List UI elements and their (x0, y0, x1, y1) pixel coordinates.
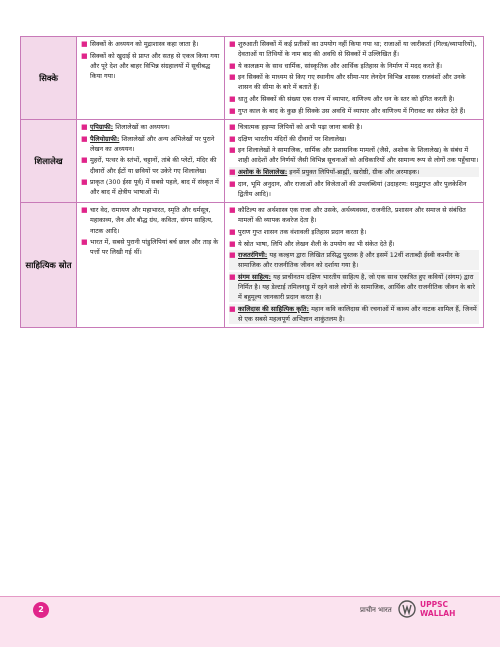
bullet-icon: ■ (229, 73, 236, 82)
bullet-icon: ■ (229, 251, 236, 260)
bullet-icon: ■ (229, 40, 236, 48)
sources-table (20, 36, 484, 328)
brand-logo-text: UPPSC WALLAH (420, 600, 456, 618)
bullet-icon: ■ (229, 179, 236, 188)
footer-title: प्राचीन भारत (360, 606, 392, 614)
list-item: ■ दक्षिण भारतीय मंदिरों की दीवारों पर शिलालेख। (229, 134, 347, 143)
list-item: ■ धातु और सिक्कों की संख्या एक राज्य में व्यापार, वाणिज्य और धन के स्तर को इंगित करती है। (229, 94, 455, 103)
list-item: ■ शुरुआती सिक्कों में कई प्रतीकों का उपयोग नहीं किया गया था; राजाओं या जारीकर्ता (गिल्ड/व्यापारियों), देवताओं या तिथियों के नाम बाद की अवधि से सिक्कों में उल्लिखित हैं। (229, 40, 477, 59)
list-item: ■ एपिग्राफी: शिलालेखों का अध्ययन। (81, 123, 170, 132)
bullet-icon: ■ (229, 206, 236, 215)
coins-col3 (225, 37, 484, 120)
literary-col2 (77, 203, 225, 328)
row-heading-literary: साहित्यिक स्रोत (21, 203, 77, 328)
bullet-icon: ■ (81, 40, 88, 48)
inscriptions-col2 (77, 120, 225, 203)
list-item: ■ प्राकृत (300 ईसा पूर्व) में सबसे पहले, बाद में संस्कृत में और बाद में क्षेत्रीय भाषाओं में। (81, 178, 219, 197)
list-item: ■ राजतरंगिणी: यह कल्हण द्वारा लिखित प्रसिद्ध पुस्तक है और इसमें 12वीं शताब्दी ईस्वी कश्मीर के सामाजिक और राजनीतिक जीवन को दर्शाया गया है। (229, 250, 479, 270)
bullet-icon: ■ (229, 228, 236, 236)
list-item: ■ पैलियोग्राफी: शिलालेखों और अन्य अभिलेखों पर पुराने लेखन का अध्ययन। (81, 134, 215, 153)
bullet-icon: ■ (81, 206, 88, 215)
bullet-icon: ■ (229, 61, 236, 70)
bullet-icon: ■ (81, 51, 88, 60)
bullet-icon: ■ (229, 304, 236, 313)
bullet-icon: ■ (229, 106, 236, 115)
table-row (21, 120, 484, 203)
list-item: ■ ये स्रोत भाषा, लिपि और लेखन शैली के उपयोग का भी संकेत देते हैं। (229, 239, 395, 248)
bullet-icon: ■ (81, 238, 88, 247)
table-row (21, 37, 484, 120)
bullet-icon: ■ (229, 134, 236, 143)
coins-col2 (77, 37, 225, 120)
row-heading-coins: सिक्के (21, 37, 77, 120)
wallah-logo-icon (397, 600, 417, 618)
list-item: ■ अशोक के शिलालेख: इनमें प्रयुक्त लिपियाँ-ब्राह्मी, खरोष्ठी, ग्रीक और अरमाइक। (229, 167, 479, 177)
bullet-icon: ■ (81, 134, 88, 143)
bullet-icon: ■ (229, 239, 236, 248)
table-row (21, 203, 484, 328)
list-item: ■ कौटिल्य का अर्थशास्त्र एक राजा और उसके, अर्थव्यवस्था, राजनीति, प्रशासन और समाज से संबंधित मामलों की व्यापक कवरेज देता है। (229, 206, 466, 225)
list-item: ■ कालिदास की साहित्यिक कृति: महान कवि कालिदास की रचनाओं में काव्य और नाटक शामिल हैं, जिनमें से एक सबसे महत्वपूर्ण अभिज्ञान शाकुंतलम है। (229, 304, 479, 324)
list-item: ■ इन शिलालेखों ने सामाजिक, धार्मिक और प्रशासनिक मामलों (जैसे, अशोक के शिलालेख) के संबंध में शाही आदेशों और निर्णयों जैसी विभिन्न सूचनाओं को अधिकारियों और सामान्य रूप से लोगों तक पहुँचाया। (229, 146, 479, 165)
bullet-icon: ■ (81, 123, 88, 132)
list-item: ■ चार वेद, रामायण और महाभारत, स्मृति और धर्मसूत्र, महाकाव्य, जैन और बौद्ध ग्रंथ, कविता, संगम साहित्य, नाटक आदि। (81, 206, 213, 235)
list-item: ■ पुराण गुप्त शासन तक वंशावली इतिहास प्रदान करता है। (229, 228, 367, 236)
bullet-icon: ■ (81, 178, 88, 187)
list-item: ■ इन सिक्कों के माध्यम से किए गए स्थानीय और सीमा-पार लेनदेन विभिन्न शासक राजवंशों और उनके शासन की सीमा के बारे में बताते हैं। (229, 73, 466, 92)
list-item: ■ मुहरों, पत्थर के स्तंभों, चट्टानों, तांबे की प्लेटों, मंदिर की दीवारों और ईंटों या छवियों पर उकेरे गए शिलालेख। (81, 156, 217, 175)
literary-col3 (225, 203, 484, 328)
bullet-icon: ■ (81, 156, 88, 165)
list-item: ■ चित्रात्मक हड़प्पा लिपियों को अभी पढ़ा जाना बाकी है। (229, 123, 363, 132)
inscriptions-col3 (225, 120, 484, 203)
bullet-icon: ■ (229, 94, 236, 103)
row-heading-inscriptions: शिलालेख (21, 120, 77, 203)
page-number-badge: 2 (33, 602, 49, 618)
list-item: ■ गुप्त काल के बाद के कुछ ही सिक्के उस अवधि में व्यापार और वाणिज्य में गिरावट का संकेत देते हैं। (229, 106, 466, 115)
list-item: ■ दान, भूमि अनुदान, और राजाओं और विजेताओं की उपलब्धियां (उदाहरण: समुद्रगुप्त और पुलकेशिन द्वितीय आदि)। (229, 179, 467, 198)
list-item: ■ सिक्कों को खुदाई से प्राप्त और सतह से एकत्र किया गया और पूरे देश और बाहर विभिन्न संग्रहालयों में सूचीबद्ध किया गया। (81, 51, 220, 80)
bullet-icon: ■ (229, 272, 236, 281)
list-item: ■ ये कालक्रम के साथ धार्मिक, सांस्कृतिक और आर्थिक इतिहास के निर्माण में मदद करते हैं। (229, 61, 443, 70)
list-item: ■ संगम साहित्य: यह प्राचीनतम दक्षिण भारतीय साहित्य है, जो एक साथ एकत्रित हुए कवियों (संगम) द्वारा निर्मित है। यह डेल्टाई तमिलनाडु में रहने वाले लोगों के सामाजिक, आर्थिक और राजनीतिक जीवन के बारे में बहुमूल्य जानकारी प्रदान करता है। (229, 272, 479, 302)
bullet-icon: ■ (229, 168, 236, 177)
list-item: ■ सिक्कों के अध्ययन को मुद्राशास्त्र कहा जाता है। (81, 40, 199, 48)
bullet-icon: ■ (229, 123, 236, 132)
list-item: ■ भारत में, सबसे पुरानी पांडुलिपियां बर्च छाल और ताड़ के पत्तों पर लिखी गई थीं। (81, 238, 219, 257)
bullet-icon: ■ (229, 146, 236, 155)
